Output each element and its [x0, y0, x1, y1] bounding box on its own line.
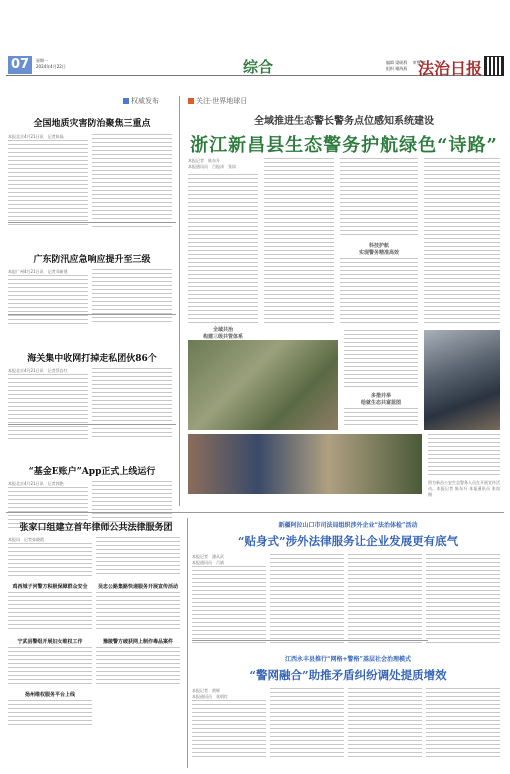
- body-text: [92, 368, 172, 440]
- body-text: [340, 158, 418, 238]
- body-text: [188, 174, 258, 324]
- feature-article: [184, 96, 504, 506]
- body-text: [96, 592, 180, 632]
- body-text: [192, 566, 266, 644]
- body-text: [96, 647, 180, 687]
- group-photo: [188, 434, 422, 494]
- body-text: [8, 275, 88, 325]
- body-text: [8, 374, 88, 440]
- body-text: [8, 647, 92, 687]
- body-text: [344, 408, 418, 428]
- column-divider: [179, 96, 180, 506]
- byline: 本报记者 陈东升 本报通讯员 吕振涛 张岚: [188, 158, 236, 169]
- section-tag: [123, 96, 176, 106]
- photo-caption: 图为新昌公安生态警务人员在开展宣传活动。本报记者 陈东升 本报通讯员 张岚 摄: [428, 480, 500, 497]
- masthead: [6, 6, 504, 76]
- headline: “警网融合”助推矛盾纠纷调处提质增效: [249, 668, 447, 682]
- body-text: [92, 134, 172, 228]
- headline: 豫陵警方破获网上制作毒品案件: [102, 639, 173, 645]
- feature-title: 浙江新昌县生态警务护航绿色“诗路”: [190, 135, 498, 156]
- body-text: [8, 140, 88, 228]
- lead-text: 本报广州4月21日讯 记者邓新建: [8, 269, 68, 274]
- photo-inset: [424, 330, 500, 430]
- body-text: [8, 543, 92, 577]
- headline: 全国地质灾害防治聚焦三重点: [33, 119, 151, 129]
- headline: 海关集中收网打掉走私团伙86个: [27, 354, 157, 364]
- tag-label: 关注·世界地球日: [196, 97, 248, 105]
- feature-body: [184, 158, 504, 506]
- date-full: 2024年4月22日: [36, 64, 66, 69]
- editor-line: 编辑 梁硕群 审签 童: [386, 60, 426, 65]
- headline: 广东防汛应急响应提升至三级: [33, 255, 151, 265]
- section-divider: [6, 512, 504, 513]
- kicker: 江西永丰县推行“网格+警格”基层社会治理模式: [285, 656, 411, 663]
- body-text: [264, 158, 334, 324]
- body-text: [8, 700, 92, 728]
- page-number: 07: [8, 56, 32, 74]
- subhead: 科技护航 实现警务精准高效: [358, 243, 399, 256]
- lead-text: 本报北京4月21日讯 记者郭艳: [8, 481, 64, 486]
- lead-text: 本报北京4月21日讯 记者蔡岩红: [8, 368, 68, 373]
- body-text: [428, 434, 500, 478]
- subhead: 全域共治 构建三级共管体系: [202, 327, 243, 340]
- body-text: [344, 330, 418, 390]
- bottom-main-column: [192, 518, 504, 770]
- headline: 扬州维权服务平台上线: [24, 692, 75, 698]
- body-text: [426, 688, 500, 760]
- body-text: [348, 688, 422, 760]
- headline: 吴忠公路集路快递服务开展宣传活动: [97, 584, 178, 590]
- headline: 宁武县警组开展妇女维权工作: [17, 639, 83, 645]
- date-weekday: 星期一: [36, 58, 48, 63]
- byline: 本报记者 黄辉 本报通讯员 张炳红: [192, 688, 228, 699]
- body-text: [8, 592, 92, 632]
- qr-code-icon: [484, 56, 504, 76]
- newspaper-logo: 法治日报: [418, 59, 483, 78]
- lead-text: 本报北京4月21日讯 记者陈磊: [8, 134, 64, 139]
- feature-tag: [188, 96, 504, 106]
- body-text: [192, 700, 266, 760]
- kicker: 新疆阿拉山口市司法局组织涉外企业“法治体检”活动: [278, 522, 418, 529]
- headline: 鸡西城子河警方积极保障群众安全: [12, 584, 88, 590]
- body-text: [340, 258, 418, 324]
- tag-icon: [123, 98, 129, 104]
- body-text: [270, 554, 344, 644]
- headline: 张家口组建立首年律师公共法律服务团: [19, 523, 173, 533]
- body-text: [270, 688, 344, 760]
- section-title: 综合: [242, 58, 273, 76]
- subhead: 多措并举 绘就生态共富蓝图: [360, 393, 401, 406]
- lead-text: 本报讯 记者张晓霞: [8, 537, 44, 542]
- body-text: [348, 554, 422, 644]
- body-text: [426, 554, 500, 644]
- feature-subtitle: 全域推进生态警长警务点位感知系统建设: [254, 116, 434, 127]
- editor-line: 组织 谢海燕: [386, 66, 408, 71]
- headline: “贴身式”涉外法律服务让企业发展更有底气: [237, 534, 459, 548]
- tag-label: 权威发布: [131, 97, 159, 105]
- tag-icon: [188, 98, 194, 104]
- body-text: [92, 269, 172, 325]
- column-divider: [187, 518, 188, 768]
- feature-photo: [188, 340, 338, 430]
- byline: 本报记者 潘从武 本报通讯员 吕斌: [192, 554, 224, 565]
- headline: “基金E账户”App正式上线运行: [28, 467, 156, 477]
- issue-date: [36, 58, 66, 70]
- body-text: [424, 158, 500, 324]
- bottom-left-column: [8, 518, 184, 768]
- left-column: [8, 96, 176, 514]
- body-text: [96, 537, 180, 577]
